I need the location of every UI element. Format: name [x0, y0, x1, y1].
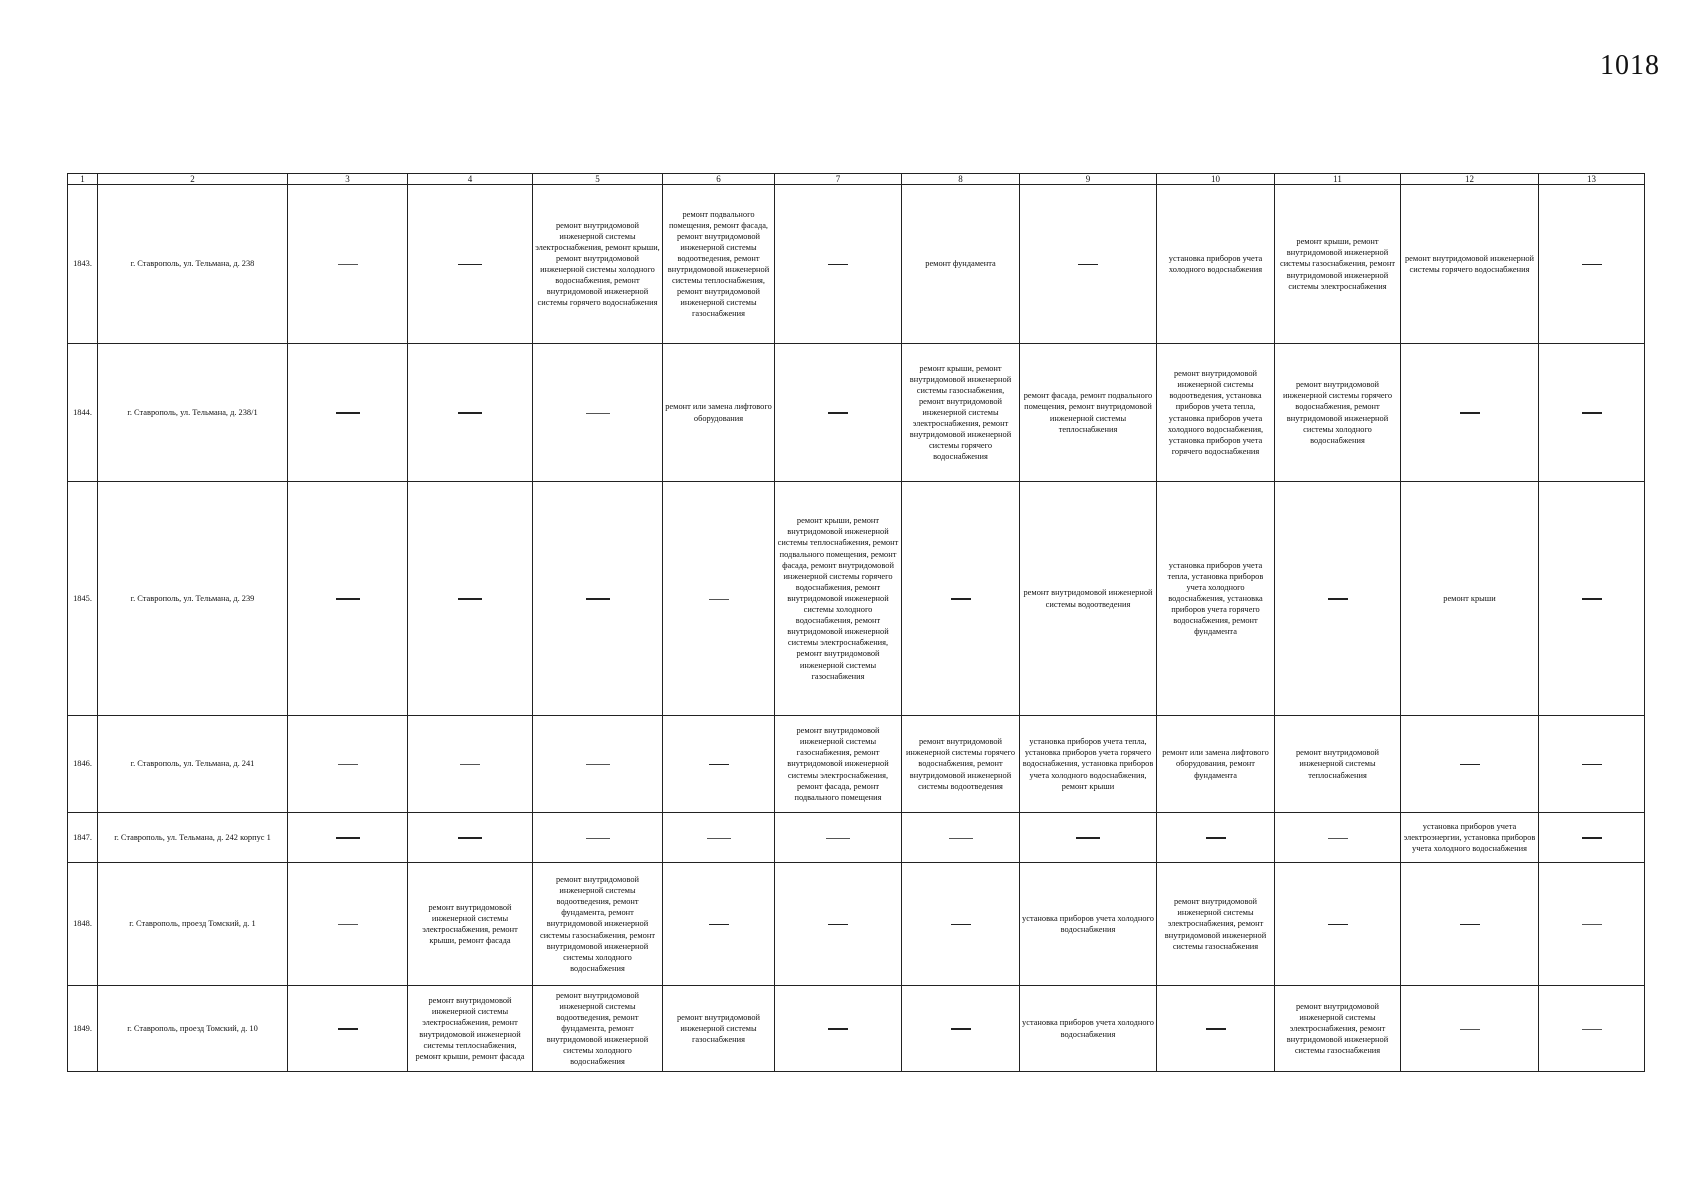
cell-col-7: [775, 344, 902, 482]
dash-mark: [828, 1028, 848, 1029]
cell-col-13: [1539, 863, 1645, 986]
dash-mark: [458, 837, 482, 838]
cell-col-13: [1539, 344, 1645, 482]
cell-col-12: установка приборов учета электроэнергии, установка приборов учета холодного водоснабжения: [1401, 813, 1539, 863]
dash-mark: [1206, 837, 1226, 838]
dash-mark: [458, 264, 482, 265]
dash-mark: [951, 924, 971, 925]
dash-mark: [951, 1028, 971, 1029]
dash-mark: [338, 264, 358, 265]
table-row: [68, 185, 1645, 344]
column-number-row: [68, 174, 1645, 185]
dash-mark: [1582, 412, 1602, 413]
dash-mark: [336, 837, 360, 838]
cell-col-9: [1020, 813, 1157, 863]
dash-mark: [1206, 1028, 1226, 1029]
cell-col-10: установка приборов учета тепла, установка приборов учета холодного водоснабжения, установка приборов учета горячего водоснабжения, ремонт фундамента: [1157, 482, 1275, 716]
cell-col-7: [775, 185, 902, 344]
cell-col-6: [663, 716, 775, 813]
cell-col-7: [775, 863, 902, 986]
table-row: [68, 344, 1645, 482]
dash-mark: [336, 598, 360, 599]
dash-mark: [1460, 412, 1480, 413]
cell-col-8: ремонт крыши, ремонт внутридомовой инженерной системы газоснабжения, ремонт внутридомовой инженерной системы электроснабжения, ремонт внутридомовой инженерной системы горячего водоснабжения: [902, 344, 1020, 482]
cell-col-4: ремонт внутридомовой инженерной системы электроснабжения, ремонт крыши, ремонт фасада: [408, 863, 533, 986]
page-number: 1018: [1600, 50, 1660, 81]
cell-col-11: ремонт внутридомовой инженерной системы горячего водоснабжения, ремонт внутридомовой инженерной системы холодного водоснабжения: [1275, 344, 1401, 482]
row-number: 1849.: [68, 986, 98, 1072]
cell-col-4: [408, 716, 533, 813]
cell-col-6: ремонт или замена лифтового оборудования: [663, 344, 775, 482]
dash-mark: [586, 598, 610, 599]
column-header: 5: [533, 174, 663, 185]
dash-mark: [586, 764, 610, 765]
cell-col-7: ремонт внутридомовой инженерной системы газоснабжения, ремонт внутридомовой инженерной системы электроснабжения, ремонт фасада, ремонт подвального помещения: [775, 716, 902, 813]
cell-col-6: [663, 863, 775, 986]
cell-col-8: ремонт фундамента: [902, 185, 1020, 344]
cell-col-12: [1401, 863, 1539, 986]
dash-mark: [828, 924, 848, 925]
dash-mark: [949, 838, 973, 839]
cell-col-8: [902, 813, 1020, 863]
dash-mark: [586, 838, 610, 839]
cell-col-11: [1275, 482, 1401, 716]
cell-col-10: установка приборов учета холодного водоснабжения: [1157, 185, 1275, 344]
cell-col-3: [288, 716, 408, 813]
row-address: г. Ставрополь, проезд Томский, д. 10: [98, 986, 288, 1072]
cell-col-12: ремонт внутридомовой инженерной системы горячего водоснабжения: [1401, 185, 1539, 344]
row-address: г. Ставрополь, ул. Тельмана, д. 238/1: [98, 344, 288, 482]
cell-col-11: ремонт внутридомовой инженерной системы теплоснабжения: [1275, 716, 1401, 813]
dash-mark: [1076, 837, 1100, 838]
column-header: 12: [1401, 174, 1539, 185]
dash-mark: [338, 1028, 358, 1029]
cell-col-8: [902, 986, 1020, 1072]
dash-mark: [1328, 598, 1348, 599]
cell-col-8: [902, 482, 1020, 716]
cell-col-3: [288, 986, 408, 1072]
cell-col-9: установка приборов учета тепла, установка приборов учета горячего водоснабжения, установка приборов учета холодного водоснабжения, ремонт крыши: [1020, 716, 1157, 813]
cell-col-5: [533, 344, 663, 482]
row-number: 1847.: [68, 813, 98, 863]
column-header: 9: [1020, 174, 1157, 185]
row-address: г. Ставрополь, ул. Тельмана, д. 239: [98, 482, 288, 716]
dash-mark: [709, 924, 729, 925]
dash-mark: [951, 598, 971, 599]
cell-col-6: [663, 482, 775, 716]
cell-col-4: [408, 185, 533, 344]
cell-col-12: [1401, 716, 1539, 813]
cell-col-10: ремонт внутридомовой инженерной системы электроснабжения, ремонт внутридомовой инженерной системы газоснабжения: [1157, 863, 1275, 986]
cell-col-11: [1275, 813, 1401, 863]
dash-mark: [1460, 1029, 1480, 1030]
cell-col-5: [533, 482, 663, 716]
cell-col-12: [1401, 344, 1539, 482]
row-number: 1843.: [68, 185, 98, 344]
dash-mark: [1582, 924, 1602, 925]
row-address: г. Ставрополь, проезд Томский, д. 1: [98, 863, 288, 986]
cell-col-8: [902, 863, 1020, 986]
dash-mark: [1582, 1029, 1602, 1030]
dash-mark: [1460, 764, 1480, 765]
dash-mark: [458, 412, 482, 413]
cell-col-11: ремонт внутридомовой инженерной системы электроснабжения, ремонт внутридомовой инженерной системы газоснабжения: [1275, 986, 1401, 1072]
dash-mark: [709, 764, 729, 765]
column-header: 3: [288, 174, 408, 185]
dash-mark: [826, 838, 850, 839]
cell-col-5: ремонт внутридомовой инженерной системы водоотведения, ремонт фундамента, ремонт внутридомовой инженерной системы газоснабжения, ремонт внутридомовой инженерной системы холодного водоснабжения: [533, 863, 663, 986]
column-header: 2: [98, 174, 288, 185]
dash-mark: [1582, 264, 1602, 265]
cell-col-7: [775, 813, 902, 863]
dash-mark: [460, 764, 480, 765]
dash-mark: [586, 413, 610, 414]
cell-col-9: ремонт внутридомовой инженерной системы водоотведения: [1020, 482, 1157, 716]
cell-col-4: [408, 344, 533, 482]
cell-col-5: [533, 716, 663, 813]
dash-mark: [828, 264, 848, 265]
cell-col-4: [408, 813, 533, 863]
cell-col-5: [533, 813, 663, 863]
table-row: [68, 716, 1645, 813]
dash-mark: [1582, 837, 1602, 838]
column-header: 8: [902, 174, 1020, 185]
cell-col-3: [288, 185, 408, 344]
cell-col-4: ремонт внутридомовой инженерной системы электроснабжения, ремонт внутридомовой инженерной системы теплоснабжения, ремонт крыши, ремонт фасада: [408, 986, 533, 1072]
table-row: [68, 482, 1645, 716]
dash-mark: [1582, 598, 1602, 599]
cell-col-7: ремонт крыши, ремонт внутридомовой инженерной системы теплоснабжения, ремонт подвального помещения, ремонт фасада, ремонт внутридомовой инженерной системы горячего водоснабжения, ремонт внутридомовой инженерной системы холодного водоснабжения, ремонт внутридомовой инженерной системы электроснабжения, ремонт внутридомовой инженерной системы газоснабжения: [775, 482, 902, 716]
cell-col-10: [1157, 986, 1275, 1072]
cell-col-3: [288, 813, 408, 863]
table-row: [68, 813, 1645, 863]
cell-col-11: [1275, 863, 1401, 986]
dash-mark: [1460, 924, 1480, 925]
column-header: 11: [1275, 174, 1401, 185]
repair-schedule-table: [67, 173, 1645, 1072]
row-number: 1845.: [68, 482, 98, 716]
cell-col-9: [1020, 185, 1157, 344]
dash-mark: [336, 412, 360, 413]
cell-col-10: [1157, 813, 1275, 863]
cell-col-9: ремонт фасада, ремонт подвального помещения, ремонт внутридомовой инженерной системы теплоснабжения: [1020, 344, 1157, 482]
dash-mark: [458, 598, 482, 599]
row-number: 1848.: [68, 863, 98, 986]
cell-col-13: [1539, 986, 1645, 1072]
column-header: 1: [68, 174, 98, 185]
dash-mark: [338, 764, 358, 765]
dash-mark: [709, 599, 729, 600]
cell-col-3: [288, 344, 408, 482]
row-address: г. Ставрополь, ул. Тельмана, д. 241: [98, 716, 288, 813]
cell-col-13: [1539, 716, 1645, 813]
cell-col-10: ремонт или замена лифтового оборудования, ремонт фундамента: [1157, 716, 1275, 813]
cell-col-6: [663, 813, 775, 863]
dash-mark: [1328, 838, 1348, 839]
cell-col-3: [288, 482, 408, 716]
cell-col-12: [1401, 986, 1539, 1072]
cell-col-7: [775, 986, 902, 1072]
table-row: [68, 863, 1645, 986]
cell-col-6: ремонт внутридомовой инженерной системы газоснабжения: [663, 986, 775, 1072]
dash-mark: [1328, 924, 1348, 925]
cell-col-5: ремонт внутридомовой инженерной системы электроснабжения, ремонт крыши, ремонт внутридомовой инженерной системы холодного водоснабжения, ремонт внутридомовой инженерной системы горячего водоснабжения: [533, 185, 663, 344]
cell-col-5: ремонт внутридомовой инженерной системы водоотведения, ремонт фундамента, ремонт внутридомовой инженерной системы холодного водоснабжения: [533, 986, 663, 1072]
cell-col-11: ремонт крыши, ремонт внутридомовой инженерной системы газоснабжения, ремонт внутридомовой инженерной системы электроснабжения: [1275, 185, 1401, 344]
row-number: 1846.: [68, 716, 98, 813]
column-header: 10: [1157, 174, 1275, 185]
cell-col-8: ремонт внутридомовой инженерной системы горячего водоснабжения, ремонт внутридомовой инженерной системы водоотведения: [902, 716, 1020, 813]
column-header: 6: [663, 174, 775, 185]
cell-col-13: [1539, 185, 1645, 344]
dash-mark: [338, 924, 358, 925]
cell-col-13: [1539, 482, 1645, 716]
dash-mark: [1078, 264, 1098, 265]
cell-col-13: [1539, 813, 1645, 863]
cell-col-3: [288, 863, 408, 986]
dash-mark: [1582, 764, 1602, 765]
cell-col-9: установка приборов учета холодного водоснабжения: [1020, 863, 1157, 986]
row-address: г. Ставрополь, ул. Тельмана, д. 238: [98, 185, 288, 344]
dash-mark: [707, 838, 731, 839]
cell-col-12: ремонт крыши: [1401, 482, 1539, 716]
cell-col-4: [408, 482, 533, 716]
cell-col-6: ремонт подвального помещения, ремонт фасада, ремонт внутридомовой инженерной системы водоотведения, ремонт внутридомовой инженерной системы теплоснабжения, ремонт внутридомовой инженерной системы газоснабжения: [663, 185, 775, 344]
column-header: 7: [775, 174, 902, 185]
row-number: 1844.: [68, 344, 98, 482]
table-row: [68, 986, 1645, 1072]
row-address: г. Ставрополь, ул. Тельмана, д. 242 корпус 1: [98, 813, 288, 863]
column-header: 13: [1539, 174, 1645, 185]
column-header: 4: [408, 174, 533, 185]
cell-col-10: ремонт внутридомовой инженерной системы водоотведения, установка приборов учета тепла, установка приборов учета холодного водоснабжения, установка приборов учета горячего водоснабжения: [1157, 344, 1275, 482]
cell-col-9: установка приборов учета холодного водоснабжения: [1020, 986, 1157, 1072]
dash-mark: [828, 412, 848, 413]
